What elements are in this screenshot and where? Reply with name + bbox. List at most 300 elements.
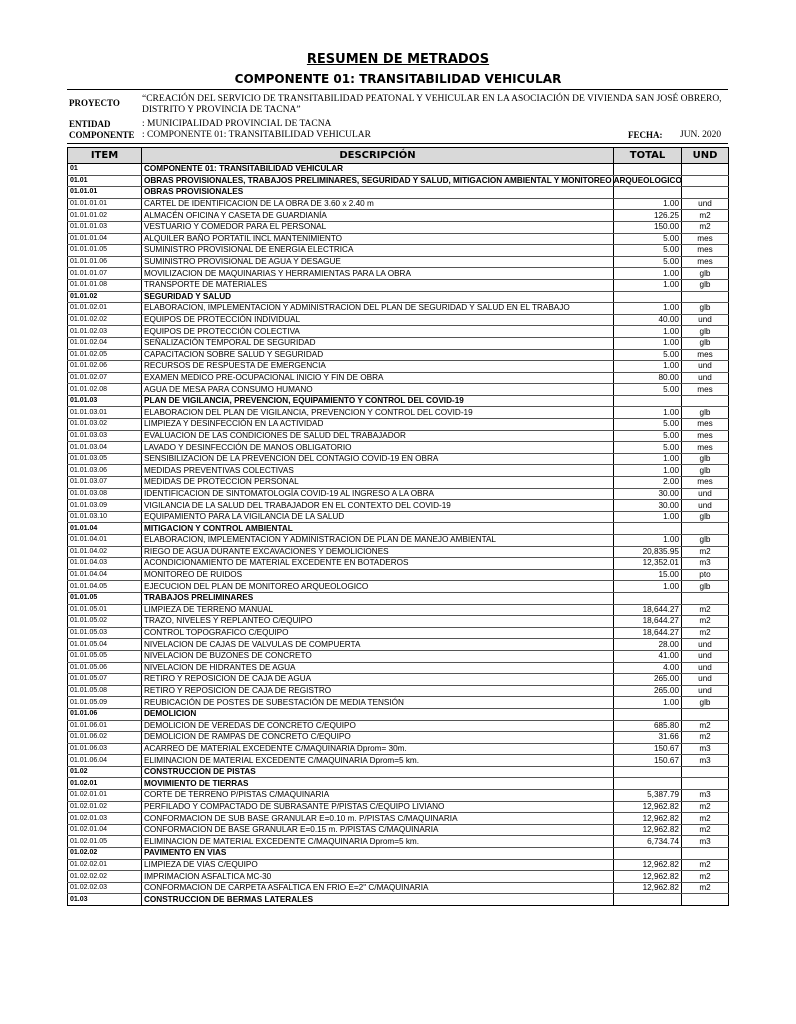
table-row <box>68 465 729 477</box>
table-row <box>68 569 729 581</box>
description-cell: RETIRO Y REPOSICION DE CAJA DE AGUA <box>142 674 614 686</box>
fecha-value: JUN. 2020 <box>680 130 722 140</box>
description-cell: DEMOLICION <box>142 708 614 720</box>
description-cell: PLAN DE VIGILANCIA, PREVENCION, EQUIPAMIENTO Y CONTROL DEL COVID-19 <box>142 395 614 407</box>
total-cell: 15.00 <box>614 569 682 581</box>
unit-cell: m2 <box>682 801 729 813</box>
total-cell: 1.00 <box>614 279 682 291</box>
unit-cell: mes <box>682 245 729 257</box>
unit-cell: m2 <box>682 546 729 558</box>
unit-cell: m3 <box>682 558 729 570</box>
total-cell: 1.00 <box>614 268 682 280</box>
unit-cell: m2 <box>682 824 729 836</box>
total-cell: 12,962.82 <box>614 813 682 825</box>
unit-cell: glb <box>682 511 729 523</box>
table-row <box>68 361 729 373</box>
item-cell: 01.01.06.03 <box>68 743 142 755</box>
description-cell: PERFILADO Y COMPACTADO DE SUBRASANTE P/PISTAS C/EQUIPO LIVIANO <box>142 801 614 813</box>
column-header-total: TOTAL <box>614 148 682 164</box>
description-cell: OBRAS PROVISIONALES, TRABAJOS PRELIMINARES, SEGURIDAD Y SALUD, MITIGACION AMBIENTAL Y MONITOREO ARQUEOLOGICO <box>142 175 614 187</box>
item-cell: 01.01.03.09 <box>68 500 142 512</box>
unit-cell: mes <box>682 419 729 431</box>
table-row <box>68 291 729 303</box>
description-cell: IMPRIMACION ASFALTICA MC-30 <box>142 871 614 883</box>
table-row <box>68 894 729 906</box>
total-cell: 30.00 <box>614 488 682 500</box>
item-cell: 01.01.03.08 <box>68 488 142 500</box>
unit-cell <box>682 894 729 906</box>
entidad-value: : MUNICIPALIDAD PROVINCIAL DE TACNA <box>142 119 332 129</box>
table-row <box>68 801 729 813</box>
description-cell: SUMINISTRO PROVISIONAL DE ENERGIA ELECTRICA <box>142 245 614 257</box>
item-cell: 01.01.02.08 <box>68 384 142 396</box>
total-cell <box>614 291 682 303</box>
table-row <box>68 395 729 407</box>
unit-cell <box>682 766 729 778</box>
description-cell: CAPACITACION SOBRE SALUD Y SEGURIDAD <box>142 349 614 361</box>
item-cell: 01.01.05.04 <box>68 639 142 651</box>
table-row <box>68 836 729 848</box>
description-cell: MOVILIZACION DE MAQUINARIAS Y HERRAMIENTAS PARA LA OBRA <box>142 268 614 280</box>
table-row <box>68 558 729 570</box>
unit-cell <box>682 592 729 604</box>
total-cell <box>614 395 682 407</box>
item-cell: 01.01.01.04 <box>68 233 142 245</box>
item-cell: 01 <box>68 164 142 176</box>
item-cell: 01.01.06.02 <box>68 732 142 744</box>
item-cell: 01.01 <box>68 175 142 187</box>
table-row <box>68 848 729 860</box>
description-cell: CONFORMACION DE BASE GRANULAR E=0.15 m. P/PISTAS C/MAQUINARIA <box>142 824 614 836</box>
description-cell: CONSTRUCCION DE PISTAS <box>142 766 614 778</box>
unit-cell: m3 <box>682 836 729 848</box>
total-cell: 18,644.27 <box>614 604 682 616</box>
total-cell: 5.00 <box>614 256 682 268</box>
proyecto-value-line2: DISTRITO Y PROVINCIA DE TACNA” <box>142 105 301 115</box>
item-cell: 01.01.01.07 <box>68 268 142 280</box>
item-cell: 01.01.01.08 <box>68 279 142 291</box>
total-cell: 1.00 <box>614 511 682 523</box>
table-row <box>68 674 729 686</box>
item-cell: 01.01.01.05 <box>68 245 142 257</box>
total-cell: 1.00 <box>614 361 682 373</box>
unit-cell: mes <box>682 256 729 268</box>
table-row <box>68 697 729 709</box>
column-header-descripcion: DESCRIPCIÓN <box>142 148 614 164</box>
unit-cell: und <box>682 662 729 674</box>
item-cell: 01.01.04.04 <box>68 569 142 581</box>
item-cell: 01.02.01.03 <box>68 813 142 825</box>
unit-cell <box>682 187 729 199</box>
table-row <box>68 233 729 245</box>
unit-cell: und <box>682 372 729 384</box>
componente-value: : COMPONENTE 01: TRANSITABILIDAD VEHICULAR <box>142 130 371 140</box>
item-cell: 01.01.03 <box>68 395 142 407</box>
description-cell: CONTROL TOPOGRAFICO C/EQUIPO <box>142 627 614 639</box>
description-cell: ACARREO DE MATERIAL EXCEDENTE C/MAQUINARIA Dprom= 30m. <box>142 743 614 755</box>
table-row <box>68 419 729 431</box>
item-cell: 01.01.01 <box>68 187 142 199</box>
table-row <box>68 303 729 315</box>
description-cell: MOVIMIENTO DE TIERRAS <box>142 778 614 790</box>
item-cell: 01.02.01 <box>68 778 142 790</box>
table-row <box>68 477 729 489</box>
unit-cell: m2 <box>682 616 729 628</box>
unit-cell: und <box>682 685 729 697</box>
item-cell: 01.01.06 <box>68 708 142 720</box>
item-cell: 01.02.01.04 <box>68 824 142 836</box>
table-row <box>68 604 729 616</box>
table-row <box>68 708 729 720</box>
item-cell: 01.01.05.09 <box>68 697 142 709</box>
total-cell: 1.00 <box>614 581 682 593</box>
document-title: RESUMEN DE METRADOS <box>306 52 490 67</box>
item-cell: 01.01.01.02 <box>68 210 142 222</box>
description-cell: LAVADO Y DESINFECCIÓN DE MANOS OBLIGATORIO <box>142 442 614 454</box>
description-cell: NIVELACION DE CAJAS DE VALVULAS DE COMPUERTA <box>142 639 614 651</box>
unit-cell: m2 <box>682 732 729 744</box>
table-row <box>68 616 729 628</box>
table-row <box>68 210 729 222</box>
description-cell: ELABORACION, IMPLEMENTACION Y ADMINISTRACION DE PLAN DE MANEJO AMBIENTAL <box>142 535 614 547</box>
item-cell: 01.01.01.01 <box>68 198 142 210</box>
total-cell: 6,734.74 <box>614 836 682 848</box>
description-cell: TRAZO, NIVELES Y REPLANTEO C/EQUIPO <box>142 616 614 628</box>
total-cell: 2.00 <box>614 477 682 489</box>
unit-cell: mes <box>682 477 729 489</box>
description-cell: EXAMEN MEDICO PRE-OCUPACIONAL INICIO Y FIN DE OBRA <box>142 372 614 384</box>
total-cell: 41.00 <box>614 650 682 662</box>
total-cell: 12,962.82 <box>614 882 682 894</box>
table-row <box>68 245 729 257</box>
unit-cell: glb <box>682 581 729 593</box>
description-cell: EVALUACION DE LAS CONDICIONES DE SALUD DEL TRABAJADOR <box>142 430 614 442</box>
item-cell: 01.01.01.06 <box>68 256 142 268</box>
description-cell: CONSTRUCCION DE BERMAS LATERALES <box>142 894 614 906</box>
item-cell: 01.02 <box>68 766 142 778</box>
item-cell: 01.01.05.06 <box>68 662 142 674</box>
item-cell: 01.02.01.02 <box>68 801 142 813</box>
total-cell <box>614 164 682 176</box>
description-cell: SEGURIDAD Y SALUD <box>142 291 614 303</box>
description-cell: VIGILANCIA DE LA SALUD DEL TRABAJADOR EN EL CONTEXTO DEL COVID-19 <box>142 500 614 512</box>
unit-cell: m2 <box>682 604 729 616</box>
total-cell: 1.00 <box>614 337 682 349</box>
unit-cell: und <box>682 314 729 326</box>
unit-cell: glb <box>682 337 729 349</box>
total-cell: 150.00 <box>614 221 682 233</box>
table-row <box>68 639 729 651</box>
description-cell: COMPONENTE 01: TRANSITABILIDAD VEHICULAR <box>142 164 614 176</box>
item-cell: 01.01.05.01 <box>68 604 142 616</box>
description-cell: ACONDICIONAMIENTO DE MATERIAL EXCEDENTE EN BOTADEROS <box>142 558 614 570</box>
table-header-row <box>68 148 729 164</box>
proyecto-label: PROYECTO <box>69 98 120 108</box>
total-cell: 31.66 <box>614 732 682 744</box>
total-cell: 1.00 <box>614 407 682 419</box>
item-cell: 01.01.03.04 <box>68 442 142 454</box>
table-row <box>68 221 729 233</box>
column-header-und: UND <box>682 148 729 164</box>
unit-cell: mes <box>682 384 729 396</box>
description-cell: EQUIPOS DE PROTECCIÓN COLECTIVA <box>142 326 614 338</box>
total-cell: 1.00 <box>614 535 682 547</box>
description-cell: CONFORMACION DE SUB BASE GRANULAR E=0.10 m. P/PISTAS C/MAQUINARIA <box>142 813 614 825</box>
table-row <box>68 523 729 535</box>
table-row <box>68 268 729 280</box>
description-cell: ELABORACION, IMPLEMENTACION Y ADMINISTRACION DEL PLAN DE SEGURIDAD Y SALUD EN EL TRABAJO <box>142 303 614 315</box>
item-cell: 01.03 <box>68 894 142 906</box>
table-row <box>68 790 729 802</box>
unit-cell: m3 <box>682 755 729 767</box>
item-cell: 01.01.04.03 <box>68 558 142 570</box>
unit-cell: glb <box>682 453 729 465</box>
item-cell: 01.02.02.01 <box>68 859 142 871</box>
unit-cell: und <box>682 674 729 686</box>
table-row <box>68 500 729 512</box>
description-cell: NIVELACION DE HIDRANTES DE AGUA <box>142 662 614 674</box>
unit-cell: m2 <box>682 720 729 732</box>
item-cell: 01.01.02.07 <box>68 372 142 384</box>
item-cell: 01.01.05.05 <box>68 650 142 662</box>
item-cell: 01.02.02 <box>68 848 142 860</box>
total-cell: 5.00 <box>614 349 682 361</box>
table-row <box>68 778 729 790</box>
description-cell: ALQUILER BAÑO PORTATIL INCL MANTENIMIENTO <box>142 233 614 245</box>
table-row <box>68 685 729 697</box>
description-cell: LIMPIEZA DE TERRENO MANUAL <box>142 604 614 616</box>
table-row <box>68 430 729 442</box>
unit-cell: m2 <box>682 871 729 883</box>
description-cell: EQUIPAMIENTO PARA LA VIGILANCIA DE LA SALUD <box>142 511 614 523</box>
description-cell: DEMOLICION DE RAMPAS DE CONCRETO C/EQUIPO <box>142 732 614 744</box>
item-cell: 01.01.02.01 <box>68 303 142 315</box>
table-row <box>68 314 729 326</box>
total-cell: 40.00 <box>614 314 682 326</box>
unit-cell: mes <box>682 349 729 361</box>
table-row <box>68 326 729 338</box>
item-cell: 01.01.03.01 <box>68 407 142 419</box>
total-cell <box>614 778 682 790</box>
unit-cell: m2 <box>682 221 729 233</box>
total-cell: 5.00 <box>614 419 682 431</box>
total-cell <box>614 708 682 720</box>
total-cell: 12,352.01 <box>614 558 682 570</box>
item-cell: 01.01.06.01 <box>68 720 142 732</box>
table-row <box>68 256 729 268</box>
description-cell: ELIMINACION DE MATERIAL EXCEDENTE C/MAQUINARIA Dprom=5 km. <box>142 755 614 767</box>
total-cell: 12,962.82 <box>614 871 682 883</box>
description-cell: EJECUCION DEL PLAN DE MONITOREO ARQUEOLOGICO <box>142 581 614 593</box>
description-cell: CONFORMACION DE CARPETA ASFALTICA EN FRIO E=2" C/MAQUINARIA <box>142 882 614 894</box>
description-cell: IDENTIFICACION DE SINTOMATOLOGÍA COVID-19 AL INGRESO A LA OBRA <box>142 488 614 500</box>
unit-cell: glb <box>682 268 729 280</box>
unit-cell: m2 <box>682 882 729 894</box>
table-row <box>68 187 729 199</box>
unit-cell: m2 <box>682 210 729 222</box>
unit-cell: und <box>682 361 729 373</box>
description-cell: AGUA DE MESA PARA CONSUMO HUMANO <box>142 384 614 396</box>
total-cell: 12,962.82 <box>614 801 682 813</box>
table-row <box>68 871 729 883</box>
description-cell: RIEGO DE AGUA DURANTE EXCAVACIONES Y DEMOLICIONES <box>142 546 614 558</box>
unit-cell: mes <box>682 233 729 245</box>
table-row <box>68 720 729 732</box>
item-cell: 01.01.05.02 <box>68 616 142 628</box>
description-cell: DEMOLICION DE VEREDAS DE CONCRETO C/EQUIPO <box>142 720 614 732</box>
total-cell: 1.00 <box>614 697 682 709</box>
description-cell: PAVIMENTO EN VIAS <box>142 848 614 860</box>
total-cell: 1.00 <box>614 453 682 465</box>
unit-cell: glb <box>682 326 729 338</box>
table-row <box>68 882 729 894</box>
description-cell: MITIGACION Y CONTROL AMBIENTAL <box>142 523 614 535</box>
total-cell: 265.00 <box>614 674 682 686</box>
total-cell: 5.00 <box>614 430 682 442</box>
unit-cell <box>682 523 729 535</box>
item-cell: 01.01.04.01 <box>68 535 142 547</box>
unit-cell: pto <box>682 569 729 581</box>
item-cell: 01.01.05.07 <box>68 674 142 686</box>
unit-cell: m3 <box>682 790 729 802</box>
unit-cell <box>682 708 729 720</box>
table-row <box>68 755 729 767</box>
unit-cell: m2 <box>682 859 729 871</box>
item-cell: 01.01.04.02 <box>68 546 142 558</box>
description-cell: TRANSPORTE DE MATERIALES <box>142 279 614 291</box>
total-cell <box>614 592 682 604</box>
unit-cell <box>682 164 729 176</box>
item-cell: 01.01.03.02 <box>68 419 142 431</box>
description-cell: REUBICACIÓN DE POSTES DE SUBESTACIÓN DE MEDIA TENSIÓN <box>142 697 614 709</box>
unit-cell: m2 <box>682 627 729 639</box>
document-subtitle: COMPONENTE 01: TRANSITABILIDAD VEHICULAR <box>234 72 562 86</box>
table-body <box>68 164 729 906</box>
table-row <box>68 372 729 384</box>
total-cell: 18,644.27 <box>614 616 682 628</box>
componente-label: COMPONENTE <box>69 130 135 140</box>
unit-cell: und <box>682 500 729 512</box>
entidad-label: ENTIDAD <box>69 119 111 129</box>
item-cell: 01.02.02.02 <box>68 871 142 883</box>
item-cell: 01.01.04.05 <box>68 581 142 593</box>
table-row <box>68 442 729 454</box>
item-cell: 01.01.02 <box>68 291 142 303</box>
total-cell: 80.00 <box>614 372 682 384</box>
description-cell: CORTE DE TERRENO P/PISTAS C/MAQUINARIA <box>142 790 614 802</box>
total-cell: 20,835.95 <box>614 546 682 558</box>
total-cell: 5.00 <box>614 245 682 257</box>
table-row <box>68 535 729 547</box>
unit-cell: mes <box>682 442 729 454</box>
description-cell: TRABAJOS PRELIMINARES <box>142 592 614 604</box>
unit-cell: glb <box>682 407 729 419</box>
item-cell: 01.02.02.03 <box>68 882 142 894</box>
description-cell: CARTEL DE IDENTIFICACION DE LA OBRA DE 3.60 x 2.40 m <box>142 198 614 210</box>
description-cell: ELIMINACION DE MATERIAL EXCEDENTE C/MAQUINARIA Dprom=5 km. <box>142 836 614 848</box>
description-cell: MONITOREO DE RUIDOS <box>142 569 614 581</box>
table-row <box>68 743 729 755</box>
table-row <box>68 766 729 778</box>
table-row <box>68 453 729 465</box>
total-cell <box>614 848 682 860</box>
total-cell: 1.00 <box>614 326 682 338</box>
table-row <box>68 824 729 836</box>
unit-cell: glb <box>682 279 729 291</box>
description-cell: RECURSOS DE RESPUESTA DE EMERGENCIA <box>142 361 614 373</box>
total-cell: 1.00 <box>614 198 682 210</box>
unit-cell: m3 <box>682 743 729 755</box>
item-cell: 01.01.03.06 <box>68 465 142 477</box>
total-cell: 150.67 <box>614 743 682 755</box>
description-cell: LIMPIEZA DE VIAS C/EQUIPO <box>142 859 614 871</box>
fecha-label: FECHA: <box>628 130 663 140</box>
header-divider <box>67 89 728 90</box>
total-cell: 5,387.79 <box>614 790 682 802</box>
table-row <box>68 337 729 349</box>
unit-cell: glb <box>682 465 729 477</box>
unit-cell: m2 <box>682 813 729 825</box>
table-row <box>68 279 729 291</box>
item-cell: 01.01.03.03 <box>68 430 142 442</box>
item-cell: 01.01.02.06 <box>68 361 142 373</box>
unit-cell: glb <box>682 697 729 709</box>
total-cell <box>614 766 682 778</box>
description-cell: VESTUARIO Y COMEDOR PARA EL PERSONAL <box>142 221 614 233</box>
description-cell: SENSIBILIZACION DE LA PREVENCION DEL CONTAGIO COVID-19 EN OBRA <box>142 453 614 465</box>
unit-cell <box>682 778 729 790</box>
table-row <box>68 198 729 210</box>
unit-cell: und <box>682 488 729 500</box>
item-cell: 01.01.05 <box>68 592 142 604</box>
description-cell: ELABORACION DEL PLAN DE VIGILANCIA, PREVENCION Y CONTROL DEL COVID-19 <box>142 407 614 419</box>
total-cell <box>614 523 682 535</box>
description-cell: EQUIPOS DE PROTECCIÓN INDIVIDUAL <box>142 314 614 326</box>
total-cell: 4.00 <box>614 662 682 674</box>
table-row <box>68 592 729 604</box>
total-cell: 18,644.27 <box>614 627 682 639</box>
table-row <box>68 407 729 419</box>
item-cell: 01.01.05.03 <box>68 627 142 639</box>
total-cell: 1.00 <box>614 465 682 477</box>
total-cell <box>614 187 682 199</box>
item-cell: 01.01.01.03 <box>68 221 142 233</box>
item-cell: 01.02.01.05 <box>68 836 142 848</box>
unit-cell <box>682 291 729 303</box>
table-row <box>68 813 729 825</box>
unit-cell: und <box>682 198 729 210</box>
unit-cell: mes <box>682 430 729 442</box>
total-cell: 126.25 <box>614 210 682 222</box>
description-cell: SEÑALIZACIÓN TEMPORAL DE SEGURIDAD <box>142 337 614 349</box>
total-cell <box>614 894 682 906</box>
unit-cell: glb <box>682 535 729 547</box>
description-cell: MEDIDAS DE PROTECCION PERSONAL <box>142 477 614 489</box>
total-cell: 5.00 <box>614 442 682 454</box>
description-cell: RETIRO Y REPOSICION DE CAJA DE REGISTRO <box>142 685 614 697</box>
table-row <box>68 546 729 558</box>
description-cell: LIMPIEZA Y DESINFECCIÓN EN LA ACTIVIDAD <box>142 419 614 431</box>
total-cell: 265.00 <box>614 685 682 697</box>
unit-cell <box>682 175 729 187</box>
total-cell: 5.00 <box>614 233 682 245</box>
table-row <box>68 859 729 871</box>
table-row <box>68 650 729 662</box>
item-cell: 01.01.02.02 <box>68 314 142 326</box>
item-cell: 01.02.01.01 <box>68 790 142 802</box>
item-cell: 01.01.02.03 <box>68 326 142 338</box>
description-cell: ALMACÉN OFICINA Y CASETA DE GUARDIANÍA <box>142 210 614 222</box>
